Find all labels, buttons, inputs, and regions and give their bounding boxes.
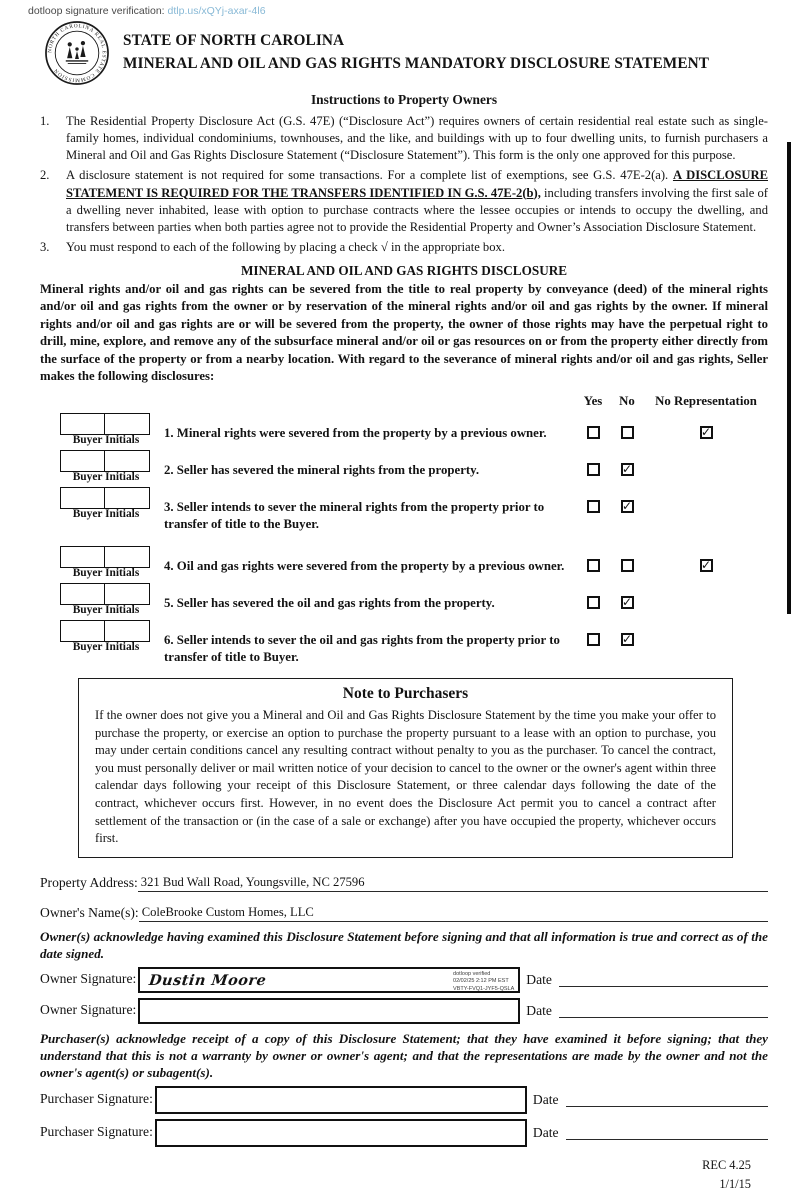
- buyer-initials-label: Buyer Initials: [72, 567, 140, 580]
- checkbox-yes-2[interactable]: [587, 463, 600, 476]
- note-title: Note to Purchasers: [342, 684, 469, 702]
- purchaser-signature-label: Purchaser Signature:: [40, 1124, 153, 1140]
- svg-text:NORTH CAROLINA REAL ESTATE COM: NORTH CAROLINA REAL ESTATE COMMISSION: [47, 23, 107, 83]
- date-label: Date: [526, 1002, 552, 1018]
- item-text-underlined: A DISCLOSURE STATEMENT IS REQUIRED FOR THE TRANSFERS IDENTIFIED IN G.S. 47E-2(b),: [66, 168, 768, 200]
- item-text: You must respond to each of the following by placing a check √ in the appropriate box.: [66, 239, 505, 254]
- owner-signature-label: Owner Signature:: [40, 971, 137, 987]
- purchaser-date-field-2[interactable]: [566, 1125, 768, 1140]
- dotloop-verification-bar: [0, 0, 791, 17]
- form-header: [44, 20, 791, 86]
- buyer-initials-box[interactable]: [60, 487, 105, 509]
- owner-signature-field-1[interactable]: [138, 967, 520, 993]
- date-label: Date: [532, 1124, 559, 1140]
- instructions-heading: Instructions to Property Owners: [310, 92, 498, 107]
- verification-label: dotloop signature verification:: [28, 5, 165, 17]
- check-mark: ✓: [700, 557, 712, 572]
- property-address-line: [40, 875, 768, 892]
- purchaser-signature-field-1[interactable]: [155, 1086, 527, 1114]
- date-label: Date: [526, 971, 552, 987]
- buyer-initials-box[interactable]: [60, 620, 105, 642]
- instruction-item-1: [40, 113, 768, 164]
- purchaser-acknowledgment: Purchaser(s) acknowledge receipt of a copy of this Disclosure Statement; that they have examined it before signing; that they understand that this is not a warranty by owner or owner's agent; and that the representations are made by the owner and not the owner's agent(s) or subagent(s).: [40, 1030, 768, 1080]
- instruction-item-2: [40, 167, 768, 236]
- item-text: The Residential Property Disclosure Act (G.S. 47E) (“Disclosure Act”) requires owners of certain residential real estate such as single-family homes, individual condominiums, townhouses, and the like, and buildings with up to four dwelling units, to furnish purchasers a Mineral and Oil and Gas Rights Disclosure Statement (“Disclosure Statement”). This form is the only one approved for this purpose.: [66, 114, 768, 163]
- checkbox-no-1[interactable]: [621, 426, 634, 439]
- buyer-initials-box[interactable]: [60, 450, 105, 472]
- nc-real-estate-commission-seal-icon: [44, 20, 110, 86]
- item-text: [66, 167, 768, 236]
- col-header-yes: Yes: [583, 394, 603, 409]
- item-number: 2.: [40, 168, 50, 183]
- owner-signature-row-1: [40, 967, 768, 993]
- checkbox-no-5[interactable]: [621, 596, 634, 609]
- buyer-initials-box[interactable]: [105, 620, 150, 642]
- stamp-line-3: VBTY-FVQ1-JYF5-QSLA: [453, 985, 515, 992]
- note-text: If the owner does not give you a Mineral and Oil and Gas Rights Disclosure Statement by the time you make your offer to purchase the property, or exercise an option to purchase the property pursuant to a lease with an option to purchase, you may under certain conditions cancel any resulting contract without penalty to you as the purchaser. To cancel the contract, you must personally deliver or mail written notice of your decision to cancel to the owner or the owner's agent within three calendar days following your receipt of this Disclosure Statement, or three calendar days following the date of the contract, whichever occurs first. However, in no event does the Disclosure Act permit you to cancel a contract after settlement of the transaction or (in the case of a sale or exchange) after you have occupied the property, whichever occurs first.: [95, 707, 716, 846]
- disclosure-row-5: [40, 583, 768, 616]
- buyer-initials-label: Buyer Initials: [72, 604, 140, 617]
- item-number: 1.: [40, 114, 50, 128]
- buyer-initials-label: Buyer Initials: [72, 641, 140, 654]
- disclosure-statement: 5. Seller has severed the oil and gas rights from the property.: [164, 596, 495, 611]
- buyer-initials-box[interactable]: [105, 450, 150, 472]
- stamp-line-2: 02/02/25 2:12 PM EST: [453, 978, 509, 985]
- checkbox-yes-1[interactable]: [587, 426, 600, 439]
- owner-signature-label: Owner Signature:: [40, 1002, 137, 1018]
- disclosure-column-headers: [40, 394, 768, 409]
- buyer-initials-group: [60, 413, 152, 446]
- scan-artifact-edge: [787, 142, 791, 614]
- purchaser-signature-row-1: [40, 1086, 768, 1114]
- disclosure-statement: 6. Seller intends to sever the oil and gas rights from the property prior to transfer of title to Buyer.: [164, 633, 560, 665]
- disclosure-paragraph: Mineral rights and/or oil and gas rights can be severed from the title to real property by conveyance (deed) of the mineral rights and/or oil and gas rights from the owner or by reservation of the mineral rights and/or oil and gas rights by the owner. If mineral rights and/or oil and gas rights are or will be severed from the property, the owner of those rights may have the perpetual right to drill, mine, explore, and remove any of the subsurface mineral and/or oil or gas resources on or from the property either directly from the surface of the property or from a nearby location. With regard to the severance of mineral rights and/or oil and gas rights, Seller makes the following disclosures:: [40, 282, 768, 383]
- owner-acknowledgment: Owner(s) acknowledge having examined this Disclosure Statement before signing and that all information is true and correct as of the date signed.: [40, 928, 768, 961]
- buyer-initials-box[interactable]: [105, 487, 150, 509]
- buyer-initials-box[interactable]: [105, 583, 150, 605]
- verification-link[interactable]: dtlp.us/xQYj-axar-4l6: [167, 5, 266, 17]
- form-footer: [40, 1156, 768, 1193]
- disclosure-row-1: [40, 413, 768, 446]
- buyer-initials-label: Buyer Initials: [72, 471, 140, 484]
- check-mark: ✓: [700, 424, 712, 439]
- checkbox-yes-4[interactable]: [587, 559, 600, 572]
- dotloop-verified-stamp: [453, 971, 514, 993]
- stamp-line-1: dotloop verified: [453, 970, 491, 977]
- owner-signature-row-2: [40, 998, 768, 1024]
- purchaser-signature-field-2[interactable]: [155, 1119, 527, 1147]
- checkbox-norep-1[interactable]: [700, 426, 713, 439]
- form-code: REC 4.25: [702, 1157, 751, 1172]
- owner-name-line: [40, 905, 768, 922]
- item-text-post: including transfers involving the first sale of a dwelling never inhabited, lease with option to purchase contracts where the lessee occupies or intends to occupy the dwelling, and transfers between parties when both parties agree not to provide the Residential Property and Owner’s Association Disclosure Statement.: [66, 185, 768, 234]
- owner-signature-field-2[interactable]: [138, 998, 520, 1024]
- disclosure-statement: 3. Seller intends to sever the mineral rights from the property prior to transfer of title to the Buyer.: [164, 500, 545, 532]
- item-text-pre: A disclosure statement is not required for some transactions. For a complete list of exemptions, see G.S. 47E-2(a).: [66, 168, 673, 183]
- buyer-initials-box[interactable]: [105, 413, 150, 435]
- buyer-initials-box[interactable]: [60, 546, 105, 568]
- owner-signature-script: Dustin Moore: [148, 971, 268, 989]
- title-line-2: MINERAL AND OIL AND GAS RIGHTS MANDATORY DISCLOSURE STATEMENT: [123, 55, 710, 72]
- buyer-initials-box[interactable]: [60, 413, 105, 435]
- disclosure-row-6: [40, 620, 768, 666]
- checkbox-norep-4[interactable]: [700, 559, 713, 572]
- checkbox-no-6[interactable]: [621, 633, 634, 646]
- disclosure-statement: 4. Oil and gas rights were severed from the property by a previous owner.: [164, 559, 565, 574]
- col-header-no-representation: No Representation: [655, 394, 757, 409]
- purchaser-signature-row-2: [40, 1119, 768, 1147]
- property-address-field[interactable]: 321 Bud Wall Road, Youngsville, NC 27596: [138, 875, 768, 892]
- checkbox-no-3[interactable]: [621, 500, 634, 513]
- buyer-initials-group: [60, 620, 152, 653]
- check-mark: ✓: [621, 498, 633, 513]
- buyer-initials-label: Buyer Initials: [72, 508, 140, 521]
- date-label: Date: [532, 1091, 559, 1107]
- purchaser-signature-label: Purchaser Signature:: [40, 1091, 153, 1107]
- check-mark: ✓: [621, 631, 633, 646]
- buyer-initials-group: [60, 546, 152, 579]
- note-to-purchasers-box: [78, 678, 733, 858]
- owner-name-field[interactable]: ColeBrooke Custom Homes, LLC: [139, 905, 768, 922]
- disclosure-row-4: [40, 546, 768, 579]
- checkbox-yes-3[interactable]: [587, 500, 600, 513]
- item-number: 3.: [40, 239, 50, 254]
- form-title: [123, 30, 709, 76]
- buyer-initials-box[interactable]: [105, 546, 150, 568]
- checkbox-no-2[interactable]: [621, 463, 634, 476]
- buyer-initials-group: [60, 583, 152, 616]
- owner-name-label: Owner's Name(s):: [40, 904, 139, 920]
- check-mark: ✓: [621, 594, 633, 609]
- checkbox-yes-5[interactable]: [587, 596, 600, 609]
- disclosure-row-2: [40, 450, 768, 483]
- col-header-no: No: [619, 394, 635, 409]
- buyer-initials-box[interactable]: [60, 583, 105, 605]
- title-line-1: STATE OF NORTH CAROLINA: [123, 32, 345, 50]
- disclosure-statement: 1. Mineral rights were severed from the property by a previous owner.: [164, 426, 547, 441]
- purchaser-date-field-1[interactable]: [566, 1092, 768, 1107]
- instruction-item-3: [40, 239, 768, 256]
- buyer-initials-label: Buyer Initials: [72, 434, 140, 447]
- buyer-initials-group: [60, 487, 152, 520]
- checkbox-yes-6[interactable]: [587, 633, 600, 646]
- disclosure-heading: MINERAL AND OIL AND GAS RIGHTS DISCLOSURE: [240, 263, 568, 278]
- buyer-initials-group: [60, 450, 152, 483]
- owner-date-field-2[interactable]: [559, 1003, 768, 1018]
- disclosure-statement: 2. Seller has severed the mineral rights from the property.: [164, 463, 480, 478]
- owner-date-field-1[interactable]: [559, 972, 768, 987]
- form-date: 1/1/15: [719, 1176, 751, 1191]
- checkbox-no-4[interactable]: [621, 559, 634, 572]
- property-address-label: Property Address:: [40, 874, 138, 890]
- disclosure-row-3: [40, 487, 768, 533]
- check-mark: ✓: [621, 461, 633, 476]
